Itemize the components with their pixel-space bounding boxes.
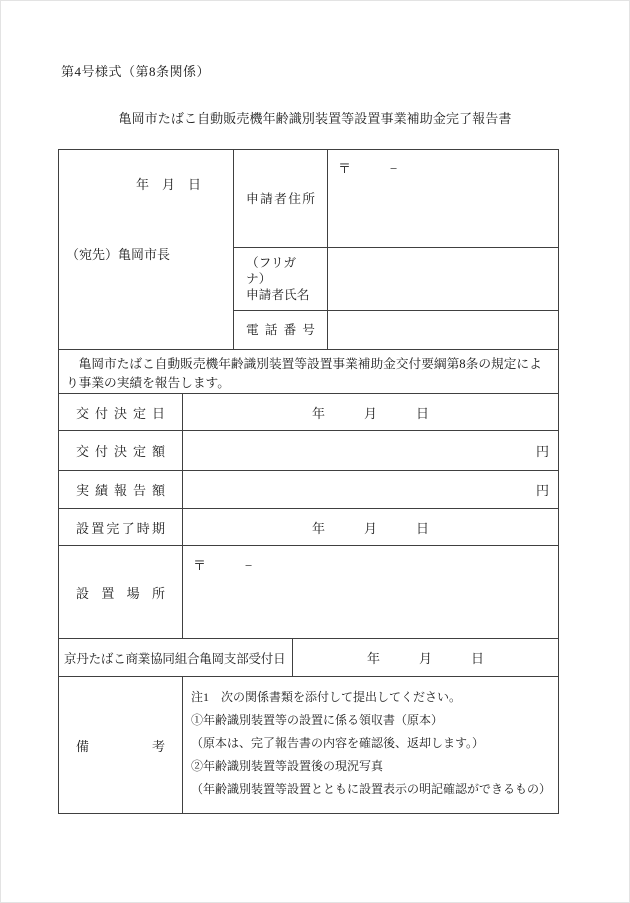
applicant-address-field (327, 150, 558, 247)
installation-location-label: 設置場所 (76, 585, 165, 601)
report-date-field: 年 月 日 (135, 177, 201, 192)
applicant-name-field (327, 247, 558, 310)
reported-amount-field: 円 (182, 471, 558, 508)
applicant-section (59, 150, 558, 349)
row-remarks (59, 676, 558, 813)
phone-field (327, 310, 558, 349)
remarks-note-1: 注1 次の関係書類を添付して提出してください。 (191, 690, 462, 704)
row-reported-amount (59, 470, 558, 508)
applicant-name-label (233, 247, 327, 310)
remarks-note-3: （原本は、完了報告書の内容を確認後、返却します。） (191, 736, 485, 750)
row-grant-decision-amount (59, 430, 558, 470)
row-grant-decision-date (59, 393, 558, 430)
date-addressee-cell (59, 150, 233, 349)
remarks-note-5: （年齢識別装置等設置とともに設置表示の明記確認ができるもの） (191, 782, 552, 796)
remarks-label: 備考 (76, 738, 165, 754)
row-installation-location (59, 545, 558, 638)
postal-code-mark: 〒 − (193, 558, 253, 573)
branch-receipt-date-label: 京丹たばこ商業協同組合亀岡支部受付日 (64, 651, 286, 666)
installation-location-field (182, 546, 558, 638)
remarks-body (182, 677, 558, 813)
grant-decision-amount-field: 円 (182, 431, 558, 470)
report-form-table (58, 149, 559, 814)
completion-date-label: 設置完了時期 (76, 520, 165, 536)
grant-decision-date-label: 交付決定日 (76, 405, 165, 421)
grant-decision-amount-label: 交付決定額 (76, 444, 165, 459)
declaration-text: 亀岡市たばこ自動販売機年齢識別装置等設置事業補助金交付要綱第8条の規定により事業の実績を報告します。 (59, 349, 558, 393)
remarks-note-4: ②年齢識別装置等設置後の現況写真 (191, 759, 384, 773)
applicant-address-label: 申請者住所 (233, 150, 327, 247)
name-label: 申請者氏名 (246, 288, 310, 302)
row-branch-receipt-date (59, 638, 558, 676)
postal-code-mark: 〒 − (338, 161, 398, 176)
row-completion-date (59, 508, 558, 545)
furigana-label: （フリガナ） (246, 256, 297, 286)
document-title: 亀岡市たばこ自動販売機年齢識別装置等設置事業補助金完了報告書 (118, 111, 512, 126)
phone-label: 電話番号 (233, 310, 327, 349)
branch-receipt-date-field: 年 月 日 (292, 639, 558, 676)
addressee-text: （宛先）亀岡市長 (66, 247, 171, 262)
grant-decision-date-field: 年 月 日 (182, 394, 558, 430)
form-number: 第4号様式（第8条関係） (61, 64, 211, 79)
remarks-note-2: ①年齢識別装置等の設置に係る領収書（原本） (191, 713, 444, 727)
reported-amount-label: 実績報告額 (76, 483, 165, 498)
completion-date-field: 年 月 日 (182, 509, 558, 545)
